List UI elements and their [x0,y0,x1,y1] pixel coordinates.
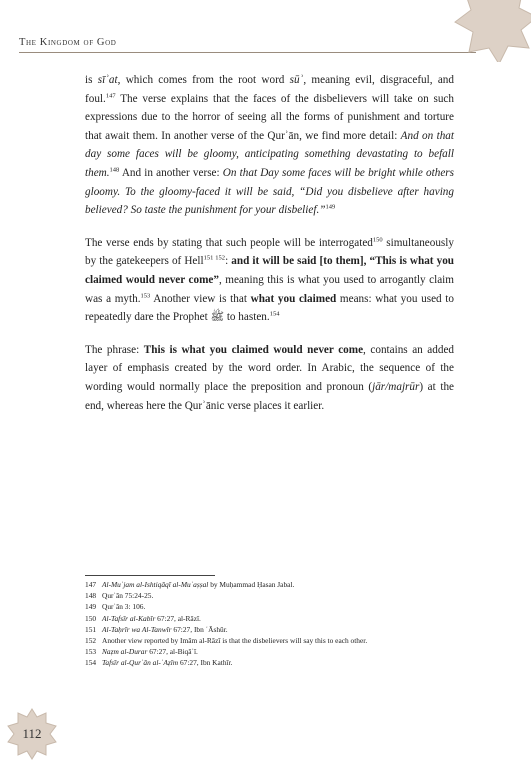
text-run: sīʾat [97,74,118,86]
footnote [85,657,445,668]
text-run: what you claimed [250,292,337,305]
text-run: by Muḥammad Ḥasan Jabal. [208,580,295,589]
footnote [85,590,445,601]
footnote-ref: 148 [109,166,120,174]
text-run: , which comes from the root word [117,74,290,86]
footnote-text [102,601,145,612]
text-run: 67:27, al-Biqāʿī. [147,647,198,657]
text-run: Al-Taḥrīr wa Al-Tanwīr [102,624,172,634]
text-run: : [225,255,232,268]
header-rule [19,52,476,53]
text-run: sūʾ [289,74,304,86]
text-run: , contains an added layer of emphasis created by the word order. In Arabic, the sequence of the wording would normally place the preposition and pronoun ( [85,343,455,393]
footnote-text [102,624,228,635]
text-run: And in another verse: [119,166,223,179]
text-run: ) at the end, whereas here the Qurʾānic verse places it earlier. [85,380,454,412]
text-run: and it will be said [to them], “This is what you claimed would never come” [85,255,455,286]
footnote-number: 152 [85,636,97,646]
text-run: The verse explains that the faces of the disbelievers will take on such expressions due to the horror of seeing all the forms of punishment and torture that await them. In another verse of the Qurʾān, we find more detail: [85,92,454,142]
text-run: is [85,74,98,86]
footnote-text [102,646,198,657]
footnote-text [102,657,233,668]
text-run: Qurʾān 75:24-25. [102,591,154,601]
footnote-number: 153 [85,647,97,657]
footnote [85,579,445,590]
footnote-ref: 154 [269,310,280,318]
footnote-rule [85,575,215,576]
footnote-number: 150 [85,613,97,623]
text-run: , meaning evil, disgraceful, and foul. [85,74,454,105]
footnote-ref: 153 [140,291,151,299]
text-run: 67:27, Ibn ʿĀshūr. [171,624,228,634]
text-run: 67:27, Ibn Kathīr. [178,658,233,668]
text-run: Another view is that [150,292,251,305]
text-run: simultaneously by the gatekeepers of Hell [85,236,454,268]
footnote-number: 147 [85,580,97,589]
footnote [85,624,445,635]
footnote-number: 149 [85,602,97,612]
footnote-text [102,590,153,601]
corner-ornament-icon [451,0,531,62]
running-head: The Kingdom of God [19,37,117,48]
footnote-ref: 150 [372,236,383,244]
footnote [85,635,445,646]
footnote [85,646,445,657]
text-run: The verse ends by stating that such people will be interrogated [85,236,373,249]
text-run: 67:27, al-Rāzī. [155,613,201,623]
footnote-number: 151 [85,624,97,634]
text-run: On that Day some faces will be bright while others gloomy. To the gloomy-faced it will be said, “Did you disbelieve after having believed? So taste the punishment for your disbelief.” [85,166,454,217]
footnote-ref: 151 152 [203,254,226,262]
footnote-number: 148 [85,591,97,601]
text-run: Al-Muʿjam al-Ishtiqāqī al-Muʾaṣṣal [102,580,209,589]
text-run: Tafsīr al-Qurʾān al-ʿAẓīm [102,658,179,668]
page-number: 112 [22,726,42,741]
footnote [85,613,445,624]
text-run: And on that day some faces will be gloomy, anticipating something devastating to befall them. [85,129,454,179]
text-run: , meaning this is what you used to arrogantly claim was a myth. [85,273,454,305]
footnote-text [102,635,367,646]
footnote-text [102,579,294,590]
text-run: jār/majrūr [372,380,420,393]
text-run: Naẓm al-Durar [102,647,148,657]
text-run: Qurʾān 3: 106. [102,602,146,612]
footnote-number: 154 [85,658,97,668]
footnote-ref: 149 [325,203,336,211]
paragraph [85,341,454,415]
text-run: Another view reported by Imām al-Rāzī is that the disbelievers will say this to each other. [102,636,368,646]
text-run: The phrase: [85,343,144,356]
paragraph [85,234,454,327]
footnote-text [102,613,201,624]
paragraph [85,71,454,220]
footnotes [85,579,445,669]
footnote [85,601,445,612]
text-run: means: what you used to repeatedly dare the Prophet ﷺ to hasten. [85,292,454,324]
body-text [85,71,454,429]
footnote-ref: 147 [105,91,116,99]
text-run: Al-Tafsīr al-Kabīr [102,613,156,623]
text-run: This is what you claimed would never come [143,343,364,356]
